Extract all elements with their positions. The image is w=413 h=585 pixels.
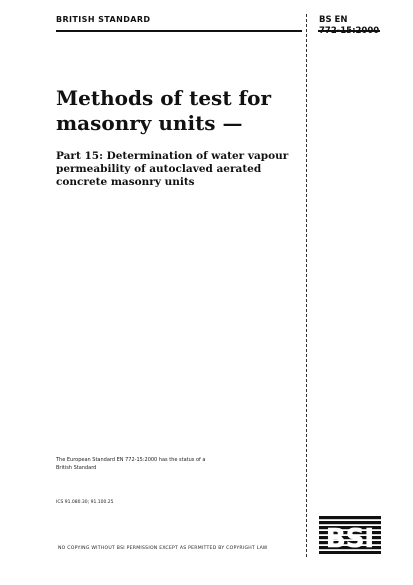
bsi-logo-text: BSI xyxy=(325,524,375,554)
bsi-logo xyxy=(319,516,381,554)
document-subtitle-line1: Part 15: Determination of water vapour xyxy=(56,150,289,162)
standard-label: BRITISH STANDARD xyxy=(56,15,151,24)
ics-code: ICS 91.080.30; 91.100.25 xyxy=(56,500,114,505)
standard-number-line1: BS EN xyxy=(319,15,348,25)
document-title-line1: Methods of test for xyxy=(56,86,271,110)
status-note xyxy=(56,456,256,472)
status-note-line1: The European Standard EN 772-15:2000 has the status of a xyxy=(56,457,206,463)
standard-number xyxy=(319,15,379,37)
document-title xyxy=(56,86,296,136)
status-note-line2: British Standard xyxy=(56,465,97,471)
copyright-notice: NO COPYING WITHOUT BSI PERMISSION EXCEPT AS PERMITTED BY COPYRIGHT LAW xyxy=(58,546,268,551)
document-subtitle-line2: permeability of autoclaved aerated xyxy=(56,163,262,175)
standard-number-line2: 772-15:2000 xyxy=(319,26,380,36)
vertical-dashed-divider xyxy=(306,14,307,557)
document-subtitle-line3: concrete masonry units xyxy=(56,176,195,188)
document-subtitle xyxy=(56,150,296,189)
header-rule xyxy=(56,30,302,32)
document-title-line2: masonry units — xyxy=(56,111,243,135)
